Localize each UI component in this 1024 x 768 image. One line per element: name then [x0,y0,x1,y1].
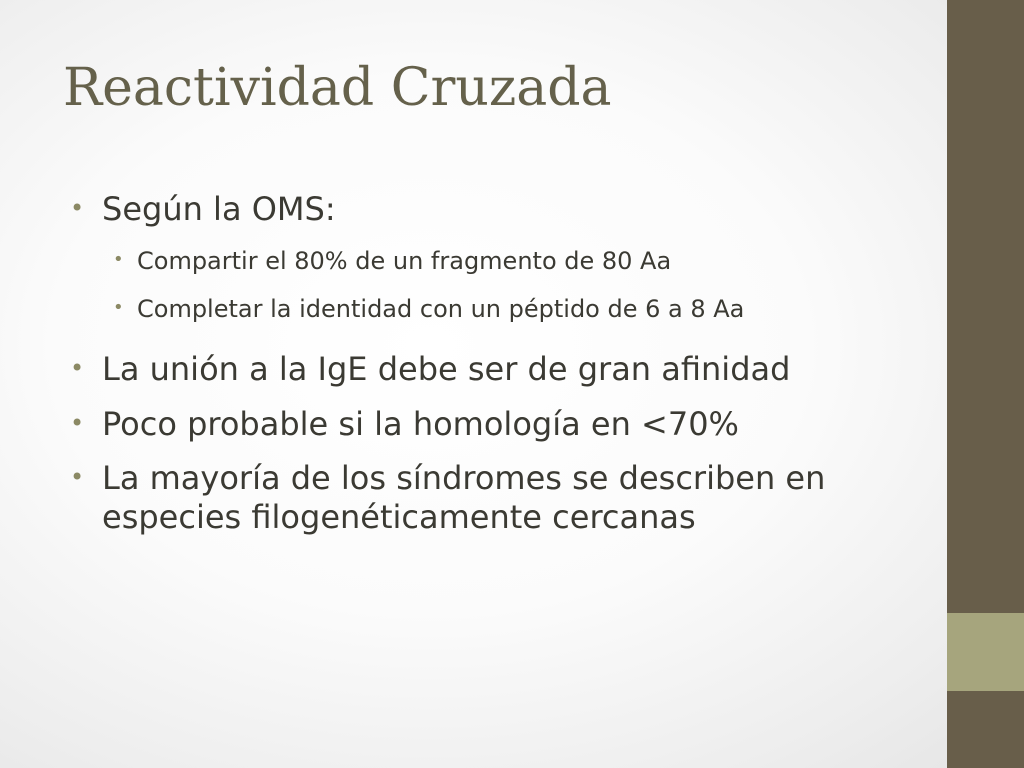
sub-bullet-text: Compartir el 80% de un fragmento de 80 Aa [137,247,672,276]
bullet-text: La mayoría de los síndromes se describen en especies filogenéticamente cercanas [102,459,826,536]
bullet-text: La unión a la IgE debe ser de gran afinidad [102,350,791,389]
sub-bullet-text: Completar la identidad con un péptido de 6 a 8 Aa [137,295,745,324]
bullet-text: Según la OMS: [102,190,336,228]
decorative-side-accent [947,613,1024,691]
sub-bullet-list [102,246,900,324]
bullet-text: Poco probable si la homología en <70% [102,404,739,443]
sub-bullet-item [104,294,900,324]
bullet-list [70,190,900,552]
bullet-item [70,459,900,536]
bullet-item [70,350,900,388]
bullet-item [70,190,900,324]
slide-title: Reactividad Cruzada [63,58,612,118]
bullet-item [70,405,900,443]
sub-bullet-item [104,246,900,276]
